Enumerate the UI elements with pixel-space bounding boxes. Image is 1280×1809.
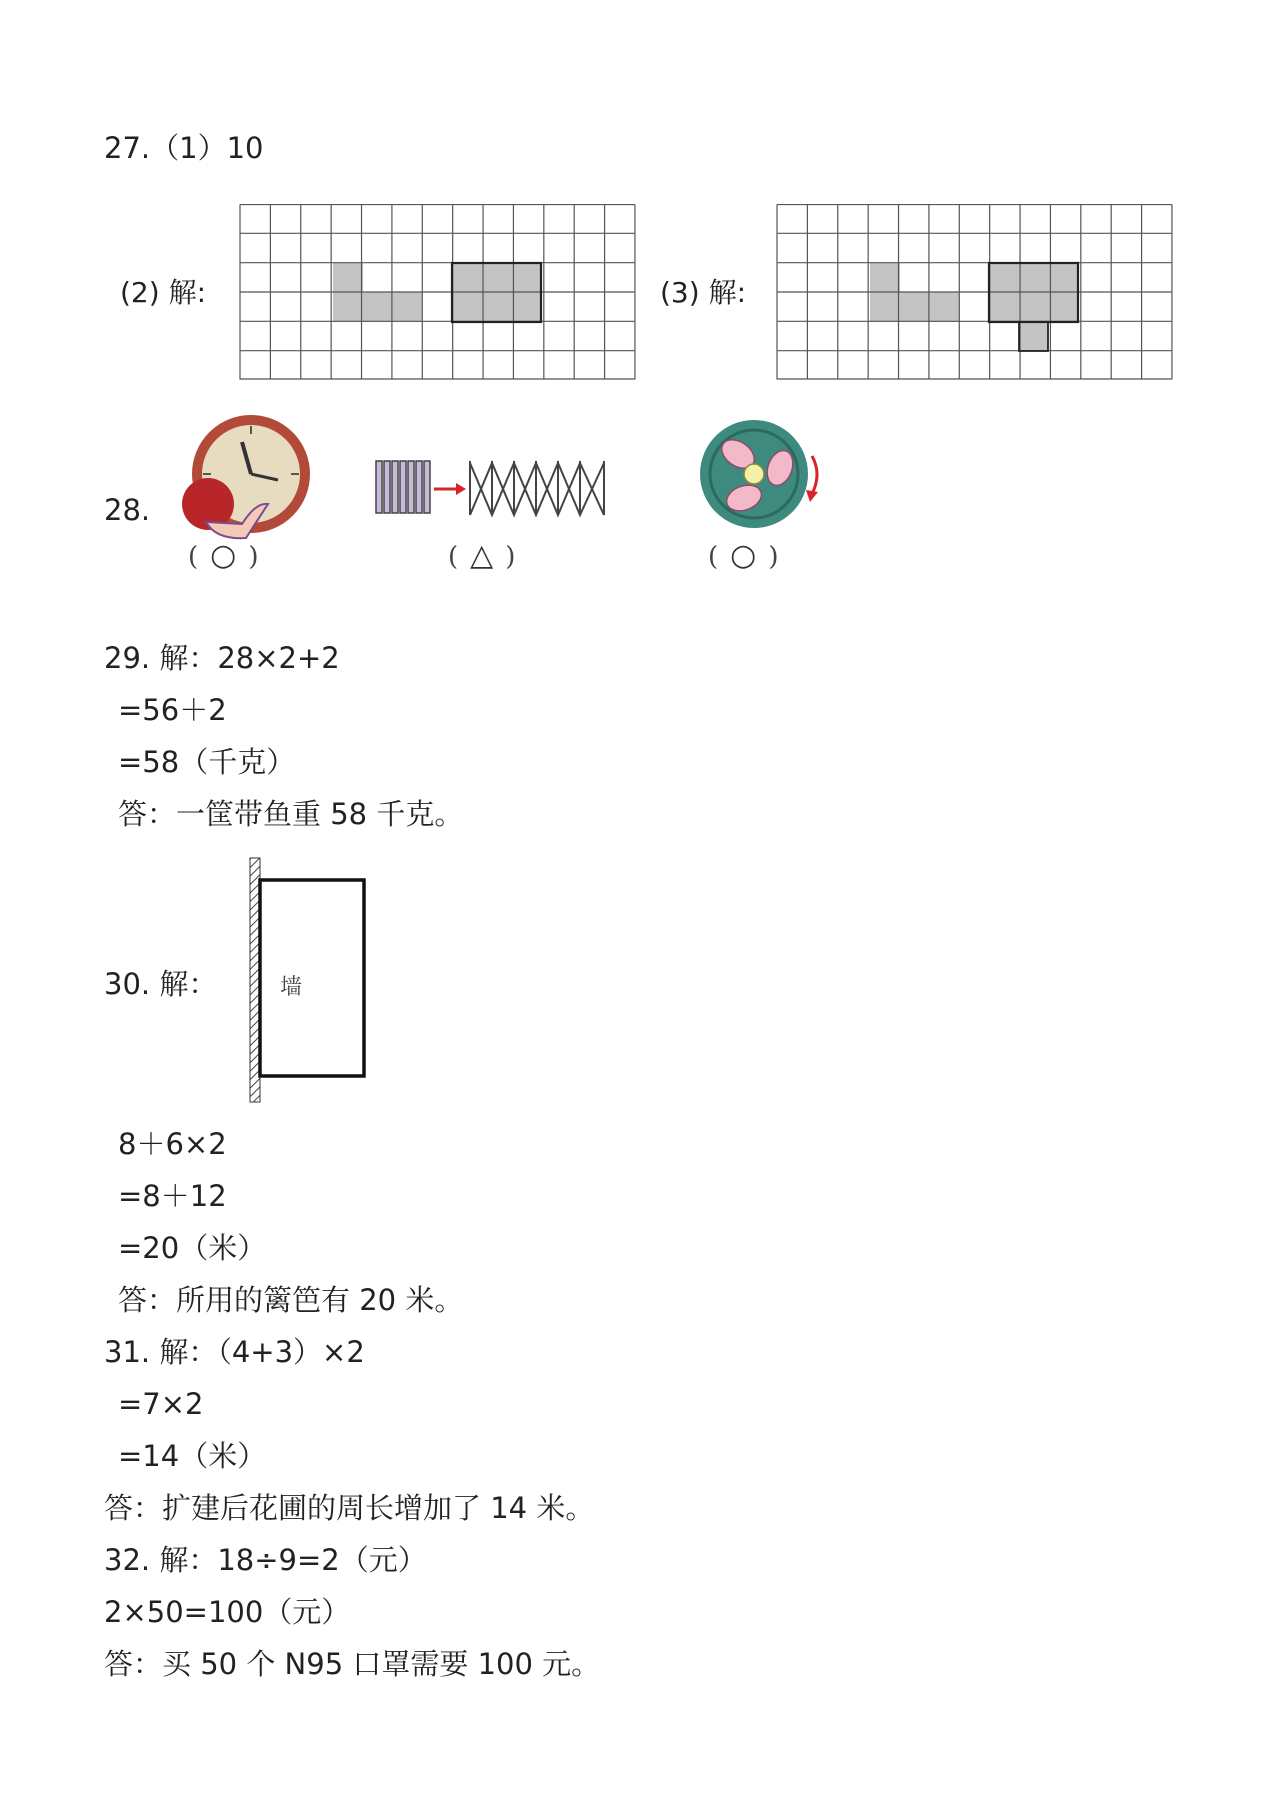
clock-answer (188, 538, 259, 573)
q27-grid-3 (775, 204, 1175, 380)
q32-line2: 2×50=100（元） (104, 1595, 351, 1629)
fan-illustration (700, 418, 830, 534)
q30-label: 30. 解： (104, 967, 218, 1001)
q27-part1: 27.（1）10 (104, 131, 264, 165)
paren-open: ( (188, 542, 199, 572)
q28-label: 28. (104, 493, 151, 527)
q31-line2: =7×2 (118, 1387, 204, 1421)
paren-close: ) (505, 542, 516, 572)
fan-answer (708, 538, 779, 573)
rotation-arrow-icon (812, 456, 817, 494)
clock-answer-mark: ○ (210, 538, 237, 573)
q30-answer: 答：所用的篱笆有 20 米。 (118, 1283, 464, 1317)
q31-line3: =14（米） (118, 1439, 267, 1473)
folded-fence-icon (376, 461, 430, 513)
extended-fence-icon (470, 461, 604, 515)
fence-illustration (372, 455, 612, 523)
fence-arrow-head (456, 483, 466, 495)
fan-answer-mark: ○ (730, 538, 757, 573)
q27-grid-3-shading (870, 263, 1078, 351)
q27-grid-2 (238, 204, 638, 380)
q27-part3-label: (3) 解: (660, 276, 746, 309)
q29-line2: =56＋2 (118, 693, 227, 727)
clock-illustration (176, 412, 311, 540)
q31-line1: 31. 解：（4+3）×2 (104, 1335, 365, 1369)
paren-close: ) (248, 542, 259, 572)
q30-line2: =8＋12 (118, 1179, 227, 1213)
fence-answer (448, 538, 515, 573)
paren-open: ( (708, 542, 719, 572)
fence-rectangle (260, 880, 364, 1076)
fence-answer-mark: △ (470, 538, 494, 573)
q27-part2-label: (2) 解: (120, 276, 206, 309)
q31-answer: 答：扩建后花圃的周长增加了 14 米。 (104, 1491, 595, 1525)
fan-hub-icon (744, 464, 764, 484)
q29-answer: 答：一筐带鱼重 58 千克。 (118, 797, 464, 831)
wall-label: 墙 (280, 975, 303, 1000)
q29-line3: =58（千克） (118, 745, 296, 779)
paren-open: ( (448, 542, 459, 572)
q30-line1: 8＋6×2 (118, 1127, 227, 1161)
q32-answer: 答：买 50 个 N95 口罩需要 100 元。 (104, 1647, 601, 1681)
paren-close: ) (768, 542, 779, 572)
wall-diagram (244, 856, 374, 1106)
q32-line1: 32. 解：18÷9=2（元） (104, 1543, 427, 1577)
q30-line3: =20（米） (118, 1231, 267, 1265)
q29-line1: 29. 解：28×2+2 (104, 641, 340, 675)
